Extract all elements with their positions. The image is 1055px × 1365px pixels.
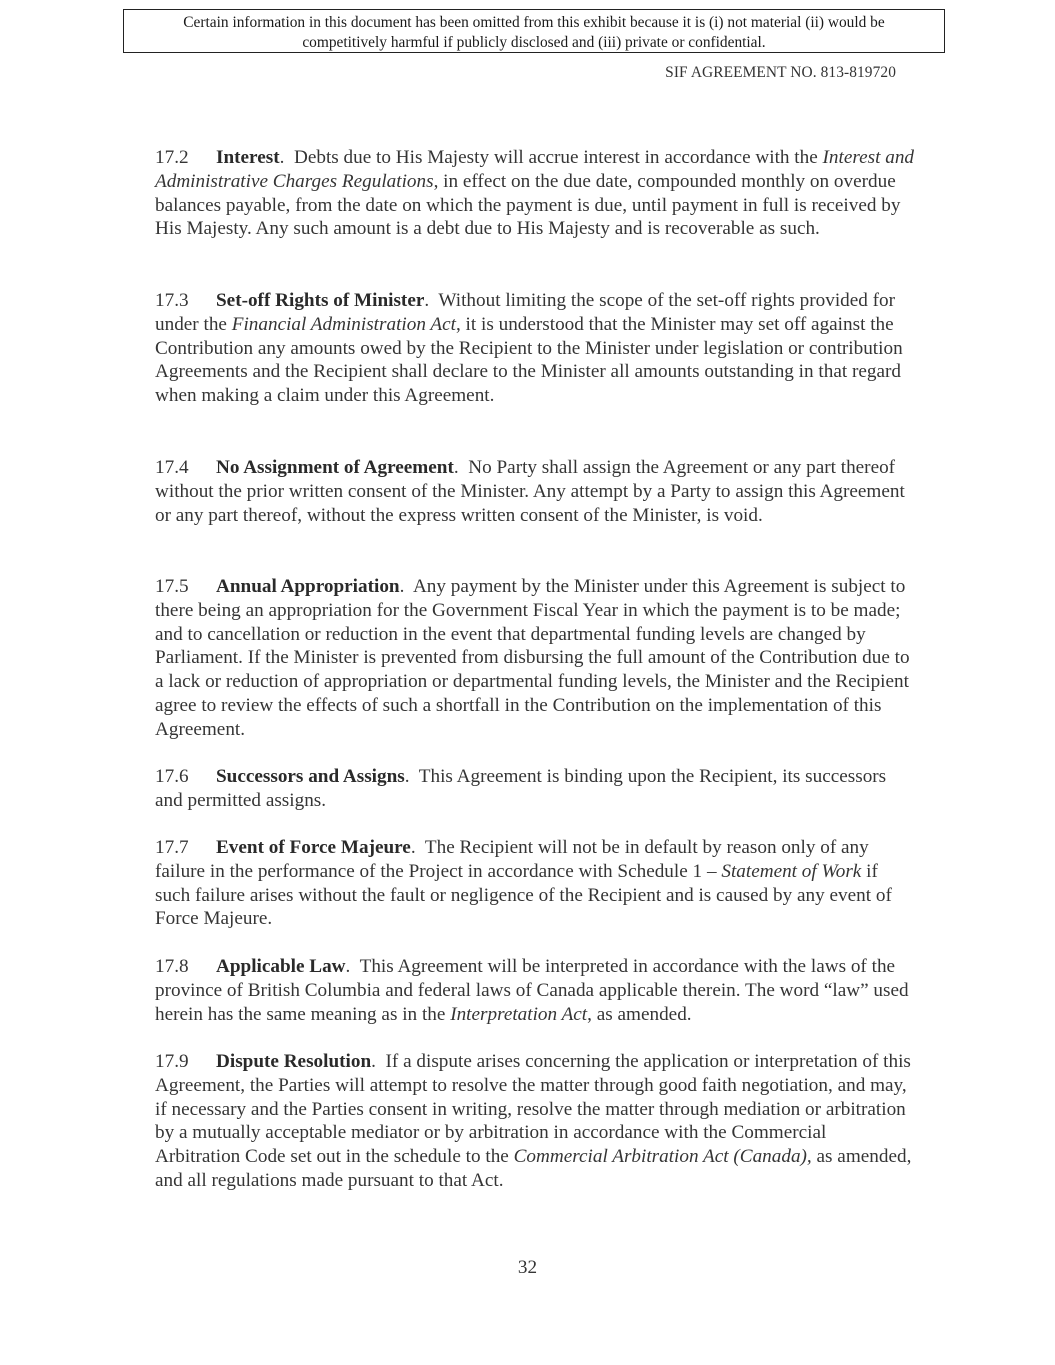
notice-line-1: Certain information in this document has been omitted from this exhibit because it is (i) not material (ii) would be [183, 14, 885, 31]
clause-italic-reference: Statement of Work [721, 860, 862, 882]
clause-text: If a dispute arises concerning the application or interpretation of this Agreement, the Parties will attempt to resolve the matter through good faith negotiation, and may, if necessary and the Parties consent in writing, resolve the matter through mediation or arbitration by a mutually acceptable mediator or by arbitration in accordance with the Commercial Arbitration Code set out in the schedule to the [155, 1051, 911, 1168]
clause-text: as amended, and all regulations made pursuant to that Act. [155, 1146, 912, 1191]
confidentiality-notice-box [123, 9, 945, 53]
clause-number: 17.7 [155, 837, 189, 858]
clause-number: 17.4 [155, 457, 189, 478]
clause-text: This Agreement is binding upon the Recipient, its successors and permitted assigns. [155, 766, 887, 811]
clause-number: 17.3 [155, 290, 189, 311]
clause-text: This Agreement will be interpreted in accordance with the laws of the province of British Columbia and federal laws of Canada applicable therein. The word “law” used herein has the same meaning as in the [155, 956, 909, 1025]
clause-17-4: 17.4 No Assignment of Agreement. No Party shall assign the Agreement or any part thereof without the prior written consent of the Minister. Any attempt by a Party to assign this Agreement or any part thereof, without the express written consent of the Minister, is void. [155, 457, 905, 526]
clause-text: Without limiting the scope of the set-off rights provided for under the [155, 290, 896, 335]
clause-heading: Dispute Resolution [216, 1051, 372, 1072]
clause-italic-reference: Financial Administration Act [231, 313, 456, 335]
clause-17-7: 17.7 Event of Force Majeure. The Recipient will not be in default by reason only of any failure in the performance of the Project in accordance with Schedule 1 – Statement of Work if such failure arises without the fault or negligence of the Recipient and is caused by any event of Force Majeure. [155, 837, 892, 930]
clause-17-6: 17.6 Successors and Assigns. This Agreement is binding upon the Recipient, its successors and permitted assigns. [155, 766, 887, 811]
notice-line-2: competitively harmful if publicly disclosed and (iii) private or confidential. [302, 34, 766, 51]
clause-number: 17.6 [155, 766, 189, 787]
clause-italic-reference: Interest and Administrative Charges Regulations [155, 147, 915, 192]
clause-17-5: 17.5 Annual Appropriation. Any payment by the Minister under this Agreement is subject to there being an appropriation for the Government Fiscal Year in which the payment is to be made; and to cancellation or reduction in the event that departmental funding levels are changed by Parliament. If the Minister is prevented from disbursing the full amount of the Contribution due to a lack or reduction of appropriation or departmental funding levels, the Minister and the Recipient agree to review the effects of such a shortfall in the Contribution on the implementation of this Agreement. [155, 576, 910, 740]
clause-17-2: 17.2 Interest. Debts due to His Majesty will accrue interest in accordance with the Interest and Administrative Charges Regulations, in effect on the due date, compounded monthly on overdue balances payable, from the date on which the payment is due, until payment in full is received by His Majesty. Any such amount is a debt due to His Majesty and is recoverable as such. [155, 147, 915, 240]
clause-italic-reference: Commercial Arbitration Act (Canada), [513, 1146, 812, 1168]
clause-number: 17.9 [155, 1051, 189, 1072]
clause-text: , as amended. [587, 1003, 692, 1025]
clause-17-9: 17.9 Dispute Resolution. If a dispute arises concerning the application or interpretation of this Agreement, the Parties will attempt to resolve the matter through good faith negotiation, and may, if necessary and the Parties consent in writing, resolve the matter through mediation or arbitration by a mutually acceptable mediator or by arbitration in accordance with the Commercial Arbitration Code set out in the schedule to the Commercial Arbitration Act (Canada), as amended, and all regulations made pursuant to that Act. [155, 1051, 912, 1191]
clause-text: Debts due to His Majesty will accrue interest in accordance with the [293, 147, 818, 168]
clause-heading: No Assignment of Agreement [216, 457, 454, 478]
clause-text: Any payment by the Minister under this Agreement is subject to there being an appropriation for the Government Fiscal Year in which the payment is to be made; and to cancellation or reduction in the event that departmental funding levels are changed by Parliament. If the Minister is prevented from disbursing the full amount of the Contribution due to a lack or reduction of appropriation or departmental funding levels, the Minister and the Recipient agree to review the effects of such a shortfall in the Contribution on the implementation of this Agreement. [155, 576, 910, 740]
clause-text: The Recipient will not be in default by reason only of any failure in the performance of the Project in accordance with Schedule 1 – [155, 837, 869, 882]
clause-text: , in effect on the due date, compounded monthly on overdue balances payable, from the date on which the payment is due, until payment in full is received by His Majesty. Any such amount is a debt due to His Majesty and is recoverable as such. [155, 170, 901, 240]
clause-text: , it is understood that the Minister may set off against the Contribution any amounts owed by the Recipient to the Minister under legislation or contribution Agreements and the Recipient shall declare to the Minister all amounts outstanding in that regard when making a claim under this Agreement. [155, 313, 903, 407]
clause-heading: Event of Force Majeure [216, 837, 411, 858]
clause-heading: Applicable Law [216, 956, 346, 977]
page-number: 32 [517, 1257, 538, 1278]
clause-heading: Successors and Assigns [216, 766, 405, 787]
clause-number: 17.2 [155, 147, 189, 168]
clause-text: No Party shall assign the Agreement or any part thereof without the prior written consent of the Minister. Any attempt by a Party to assign this Agreement or any part thereof, without the express written consent of the Minister, is void. [155, 457, 905, 526]
clause-heading: Set-off Rights of Minister [216, 290, 425, 311]
clause-17-3: 17.3 Set-off Rights of Minister. Without limiting the scope of the set-off rights provided for under the Financial Administration Act, it is understood that the Minister may set off against the Contribution any amounts owed by the Recipient to the Minister under legislation or contribution Agreements and the Recipient shall declare to the Minister all amounts outstanding in that regard when making a claim under this Agreement. [155, 290, 903, 407]
clause-text: if such failure arises without the fault or negligence of the Recipient and is caused by any event of Force Majeure. [155, 860, 892, 930]
clause-heading: Annual Appropriation [216, 576, 400, 597]
agreement-number: SIF AGREEMENT NO. 813-819720 [665, 64, 896, 81]
clause-17-8: 17.8 Applicable Law. This Agreement will be interpreted in accordance with the laws of the province of British Columbia and federal laws of Canada applicable therein. The word “law” used herein has the same meaning as in the Interpretation Act, as amended. [155, 956, 909, 1025]
clause-italic-reference: Interpretation Act [450, 1003, 588, 1025]
clause-heading: Interest [216, 147, 280, 168]
clause-number: 17.8 [155, 956, 189, 977]
clause-number: 17.5 [155, 576, 189, 597]
